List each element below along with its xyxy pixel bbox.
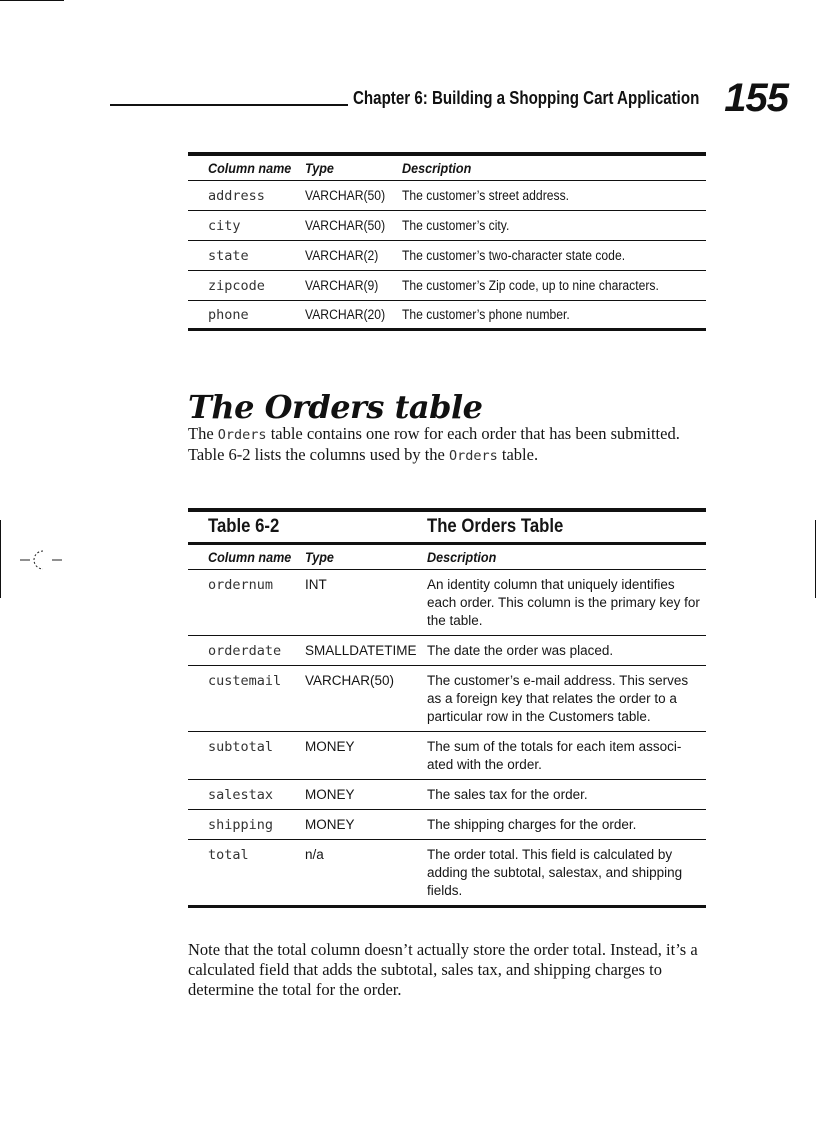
- cell-description: An identity column that uniquely identifies each order. This column is the primary key for the table.: [427, 577, 700, 628]
- cell-column-name: zipcode: [208, 277, 265, 294]
- column-header-description: Description: [427, 549, 497, 565]
- cell-column-name: ordernum: [208, 577, 274, 593]
- cell-description: The order total. This field is calculated by adding the subtotal, salestax, and shipping fields.: [427, 847, 683, 898]
- cell-column-name: salestax: [208, 787, 274, 803]
- cell-type: MONEY: [305, 739, 355, 754]
- cell-description: The customer’s e-mail address. This serves as a foreign key that relates the order to a particular row in the Customers table.: [427, 673, 689, 724]
- cell-description: The customer’s phone number.: [402, 307, 570, 322]
- customers-table-continued: [188, 152, 706, 331]
- cell-column-name: custemail: [208, 673, 282, 689]
- table-row: [188, 840, 706, 908]
- intro-code-orders-2: Orders: [448, 448, 498, 464]
- cell-type: INT: [305, 577, 327, 592]
- table-header-row: [188, 156, 706, 181]
- cell-column-name: address: [208, 187, 265, 204]
- cell-column-name: city: [208, 217, 241, 234]
- cell-description: The shipping charges for the order.: [427, 817, 637, 832]
- cell-type: MONEY: [305, 787, 355, 802]
- cell-type: VARCHAR(50): [305, 188, 386, 203]
- table-row: [188, 181, 706, 211]
- column-header-name: Column name: [208, 549, 292, 565]
- table-row: [188, 211, 706, 241]
- intro-code-orders: Orders: [217, 427, 267, 443]
- table-number: Table 6-2: [208, 516, 280, 537]
- column-header-description: Description: [402, 160, 472, 176]
- running-head: Chapter 6: Building a Shopping Cart Application: [353, 88, 700, 108]
- column-header-name: Column name: [208, 160, 292, 176]
- cell-column-name: state: [208, 247, 249, 264]
- column-header-type: Type: [305, 549, 334, 565]
- cell-column-name: phone: [208, 306, 249, 323]
- table-row: [188, 570, 706, 636]
- table-row: [188, 666, 706, 732]
- cell-description: The customer’s street address.: [402, 188, 570, 203]
- orders-table: [188, 508, 706, 908]
- table-row: [188, 241, 706, 271]
- table-title: The Orders Table: [427, 516, 564, 537]
- cell-type: VARCHAR(9): [305, 278, 379, 293]
- edge-mark-left: [0, 520, 1, 598]
- cell-type: SMALLDATETIME: [305, 643, 417, 658]
- cell-description: The date the order was placed.: [427, 643, 614, 658]
- table-row: [188, 271, 706, 301]
- cell-description: The customer’s two-character state code.: [402, 248, 626, 263]
- table-row: [188, 301, 706, 331]
- column-header-type: Type: [305, 160, 334, 176]
- page-number: 155: [724, 76, 788, 120]
- cell-description: The customer’s Zip code, up to nine characters.: [402, 278, 659, 293]
- cell-type: n/a: [305, 847, 324, 862]
- intro-paragraph: [188, 424, 718, 466]
- cell-type: VARCHAR(2): [305, 248, 379, 263]
- table-row: [188, 636, 706, 666]
- intro-text-start: The: [188, 424, 218, 443]
- cell-type: VARCHAR(50): [305, 673, 395, 688]
- cell-description: The sum of the totals for each item associ-ated with the order.: [427, 739, 682, 772]
- table-row: [188, 780, 706, 810]
- cell-type: MONEY: [305, 817, 355, 832]
- cell-description: The customer’s city.: [402, 218, 510, 233]
- intro-text-middle: table contains one row for each order that has been submitted. Table 6-2 lists the columns used by the: [188, 424, 680, 464]
- header-rule: [110, 104, 348, 106]
- table-row: [188, 732, 706, 780]
- section-heading: The Orders table: [188, 388, 483, 426]
- intro-text-end: table.: [497, 445, 539, 464]
- cell-column-name: total: [208, 847, 249, 863]
- crop-mark-top: [0, 0, 64, 1]
- closing-paragraph: Note that the total column doesn’t actually store the order total. Instead, it’s a calculated field that adds the subtotal, sales tax, and shipping charges to determine the total for the order.: [188, 940, 698, 999]
- cell-type: VARCHAR(50): [305, 218, 386, 233]
- cell-type: VARCHAR(20): [305, 307, 386, 322]
- table-row: [188, 810, 706, 840]
- cell-column-name: subtotal: [208, 739, 274, 755]
- table-caption: [188, 512, 706, 542]
- table-header-row: [188, 545, 706, 570]
- registration-mark-icon: [20, 548, 66, 572]
- cell-column-name: orderdate: [208, 643, 282, 659]
- cell-column-name: shipping: [208, 817, 274, 833]
- cell-description: The sales tax for the order.: [427, 787, 588, 802]
